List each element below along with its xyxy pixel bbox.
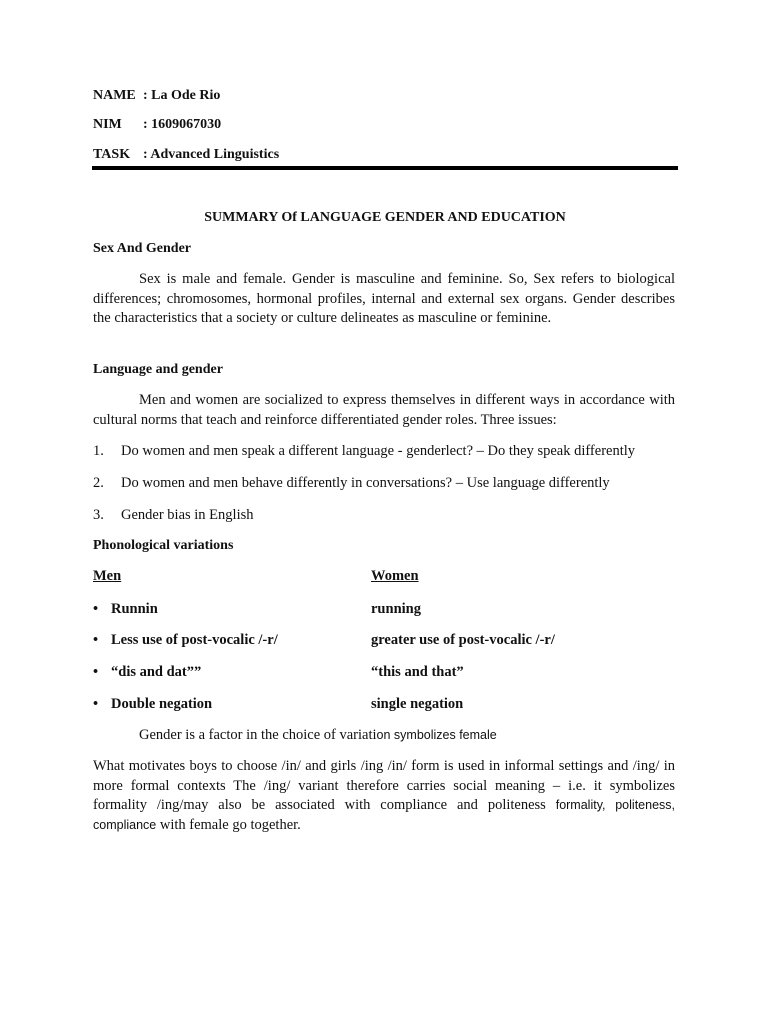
nim-value: : 1609067030 <box>143 117 222 132</box>
header-divider <box>92 166 678 170</box>
nim-row <box>93 116 221 134</box>
bullet: • <box>93 664 99 680</box>
list-item <box>93 506 254 525</box>
gender-factor-note-serif: Gender is a factor in the choice of variati <box>139 727 377 743</box>
paragraph-motivation-tail: with female go together. <box>159 816 301 833</box>
list-item <box>93 474 610 493</box>
bullet: • <box>93 601 99 617</box>
gender-factor-note <box>139 726 497 745</box>
bullet: • <box>93 696 99 712</box>
nim-label: NIM <box>93 117 122 132</box>
section-heading-language-gender: Language and gender <box>93 362 223 377</box>
bullet: • <box>93 632 99 648</box>
section-heading-phonological: Phonological variations <box>93 538 234 553</box>
paragraph-sex-gender-text: Sex is male and female. Gender is masculine and feminine. So, Sex refers to biological differences; chromosomes, hormonal profiles, internal and external sex organs. Gender describes the characteristics that a society or culture delineates as masculine or feminine. <box>93 271 675 326</box>
task-row <box>93 146 279 164</box>
gender-factor-note-sans: on symbolizes female <box>376 728 497 742</box>
paragraph-language-gender <box>93 391 675 430</box>
variation-men-text: Runnin <box>111 601 158 617</box>
name-label: NAME <box>93 88 136 103</box>
variation-men <box>93 663 201 682</box>
task-label: TASK <box>93 147 131 162</box>
variation-men-text: Double negation <box>111 696 213 712</box>
paragraph-motivation <box>93 757 675 835</box>
paragraph-motivation-text: What motivates boys to choose /in/ and girls /ing /in/ form is used in informal settings and /ing/ in more formal contexts The /ing/ variant therefore carries social meaning – i.e. it symbolizes formality /ing/may also be associated with compliance and politeness <box>93 758 675 813</box>
variation-women-text: “this and that” <box>371 664 464 680</box>
variation-women-text: running <box>371 601 421 617</box>
list-number: 2. <box>93 475 104 491</box>
variation-women-text: greater use of post-vocalic /-r/ <box>371 632 555 648</box>
variation-men <box>93 631 278 650</box>
variation-men-text: Less use of post-vocalic /-r/ <box>111 632 278 648</box>
name-row <box>93 87 220 105</box>
name-value: : La Ode Rio <box>143 88 221 103</box>
list-number: 1. <box>93 443 104 459</box>
list-item <box>93 442 635 461</box>
paragraph-motivation-sans: formality, politeness, compliance <box>93 798 675 832</box>
list-number: 3. <box>93 507 104 523</box>
list-text: Gender bias in English <box>121 507 254 523</box>
list-text: Do women and men speak a different language - genderlect? – Do they speak differently <box>121 443 636 459</box>
men-column-header: Men <box>93 568 122 584</box>
women-column-header: Women <box>371 568 419 584</box>
document-title: SUMMARY Of LANGUAGE GENDER AND EDUCATION <box>204 210 566 225</box>
task-value: : Advanced Linguistics <box>143 147 280 162</box>
variation-women-text: single negation <box>371 696 464 712</box>
paragraph-sex-gender <box>93 270 675 329</box>
paragraph-language-gender-text: Men and women are socialized to express themselves in different ways in accordance with cultural norms that teach and reinforce differentiated gender roles. Three issues: <box>93 392 675 428</box>
variation-men <box>93 600 158 619</box>
variation-men <box>93 695 212 714</box>
variation-men-text: “dis and dat”” <box>111 664 202 680</box>
list-text: Do women and men behave differently in conversations? – Use language differently <box>121 475 610 491</box>
section-heading-sex-gender: Sex And Gender <box>93 241 192 256</box>
